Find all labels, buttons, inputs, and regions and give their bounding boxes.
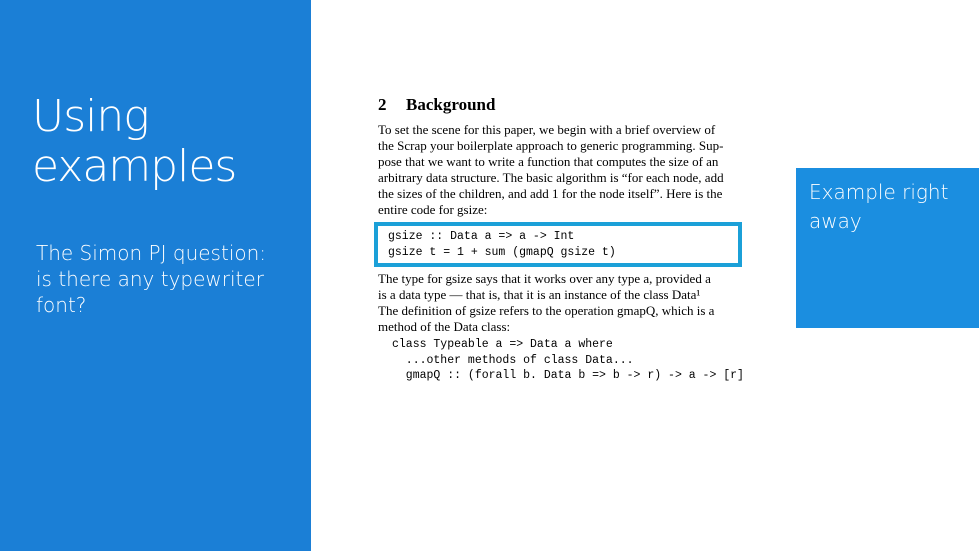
code-line: class Typeable a => Data a where: [392, 338, 613, 351]
paragraph-line: The type for gsize says that it works over any type a, provided a: [378, 271, 711, 286]
slide-title-line1: Using: [32, 91, 149, 142]
section-heading: [378, 94, 770, 116]
code-line: ...other methods of class Data...: [392, 353, 634, 367]
left-panel: [0, 0, 311, 551]
callout-text: Example right away: [809, 180, 949, 233]
paragraph-line: pose that we want to write a function that computes the size of an: [378, 154, 719, 169]
slide-title: [32, 92, 292, 192]
paragraph-line: entire code for gsize:: [378, 202, 488, 217]
code-line: gmapQ :: (forall b. Data b => b -> r) -> a -> [r]: [392, 369, 744, 382]
paragraph-intro: [378, 122, 770, 218]
highlighted-code-box: [374, 222, 742, 267]
slide-title-line2: examples: [32, 141, 237, 192]
paragraph-line: method of the Data class:: [378, 319, 511, 334]
code-line: gsize :: Data a => a -> Int: [388, 230, 575, 243]
paragraph-line: is a data type — that is, that it is an instance of the class Data¹: [378, 287, 701, 302]
paragraph-line: the Scrap your boilerplate approach to generic programming. Sup-: [378, 138, 724, 153]
paragraph-line: arbitrary data structure. The basic algorithm is “for each node, add: [378, 170, 724, 185]
class-definition-code: [392, 337, 770, 384]
section-title: Background: [406, 95, 496, 114]
section-number: 2: [378, 95, 387, 114]
paragraph-line: To set the scene for this paper, we begin with a brief overview of: [378, 122, 716, 137]
paragraph-line: The definition of gsize refers to the operation gmapQ, which is a: [378, 303, 715, 318]
paragraph-line: the sizes of the children, and add 1 for the node itself”. Here is the: [378, 186, 723, 201]
callout-box: [796, 168, 979, 328]
paragraph-type-explanation: [378, 271, 770, 335]
slide-subtitle: The Simon PJ question: is there any typewriter font?: [36, 241, 267, 317]
code-line: gsize t = 1 + sum (gmapQ gsize t): [388, 245, 616, 259]
paper-excerpt: [378, 94, 770, 384]
